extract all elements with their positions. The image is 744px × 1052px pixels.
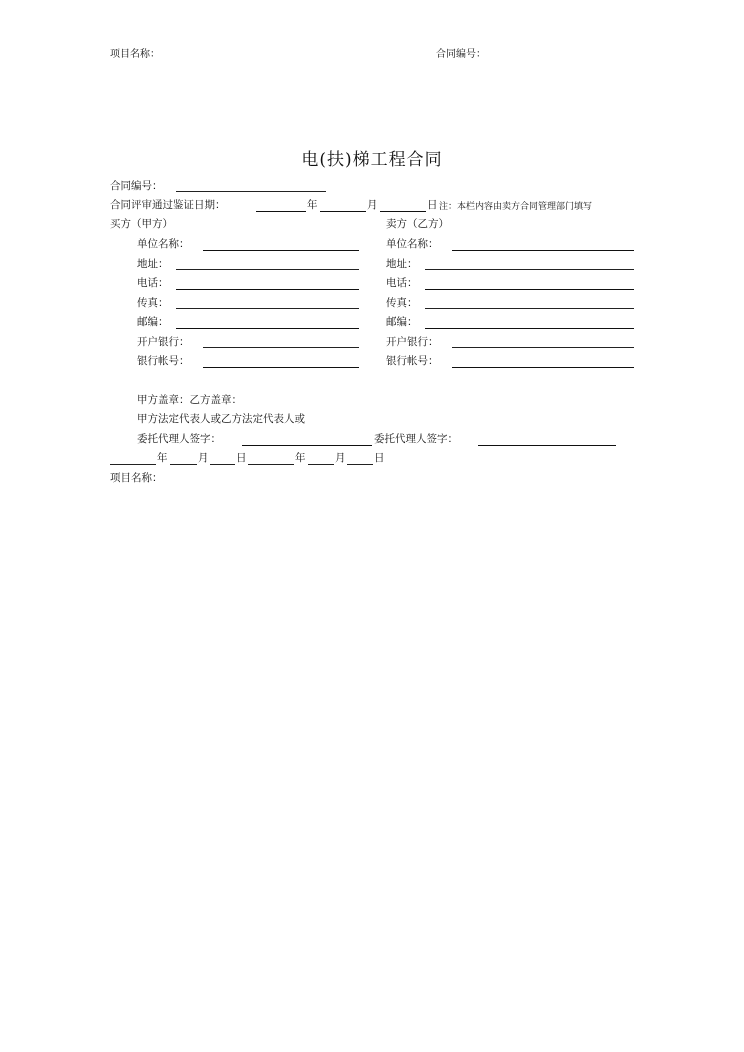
sign-day-unit-buyer: 日 [236,452,247,464]
seller-bank-field[interactable] [452,347,634,348]
seller-account-label: 银行帐号： [386,355,439,367]
review-year-unit: 年 [307,199,318,211]
sign-day-unit-seller: 日 [374,452,385,464]
buyer-fax-field[interactable] [176,308,359,309]
seller-address-field[interactable] [425,269,634,270]
sign-month-unit-seller: 月 [335,452,346,464]
seller-zip-field[interactable] [425,328,634,329]
buyer-phone-field[interactable] [176,289,359,290]
buyer-account-field[interactable] [203,367,359,368]
document-title: 电(扶)梯工程合同 [301,150,443,170]
review-day-field[interactable] [380,211,426,212]
agent-signature-label-buyer: 委托代理人签字： [137,433,221,445]
representatives-line: 甲方法定代表人或乙方法定代表人或 [137,413,305,425]
buyer-heading: 买方（甲方） [110,218,173,230]
buyer-zip-field[interactable] [176,328,359,329]
review-year-field[interactable] [256,211,306,212]
buyer-zip-label: 邮编： [137,316,169,328]
seller-fax-label: 传真： [386,297,418,309]
seller-company-field[interactable] [452,250,634,251]
buyer-company-label: 单位名称： [137,238,190,250]
buyer-address-field[interactable] [176,269,359,270]
sign-year-unit-buyer: 年 [157,452,168,464]
buyer-phone-label: 电话： [137,277,169,289]
sign-day-field-buyer[interactable] [210,464,235,465]
contract-no-field[interactable] [176,191,326,192]
review-date-label: 合同评审通过鉴证日期： [110,199,226,211]
footer-project-name-label: 项目名称： [110,472,163,484]
sign-month-field-seller[interactable] [308,464,334,465]
seller-phone-label: 电话： [386,277,418,289]
sign-year-field-seller[interactable] [248,464,294,465]
seller-address-label: 地址： [386,258,418,270]
seller-company-label: 单位名称： [386,238,439,250]
seller-heading: 卖方（乙方） [386,218,449,230]
seller-account-field[interactable] [452,367,634,368]
agent-signature-field-buyer[interactable] [242,445,372,446]
seals-line: 甲方盖章：乙方盖章： [137,394,242,406]
review-month-field[interactable] [320,211,366,212]
buyer-fax-label: 传真： [137,297,169,309]
seller-fax-field[interactable] [425,308,634,309]
review-month-unit: 月 [367,199,378,211]
buyer-bank-label: 开户银行： [137,336,190,348]
agent-signature-field-seller[interactable] [478,445,616,446]
review-note: 注：本栏内容由卖方合同管理部门填写 [439,202,593,212]
buyer-account-label: 银行帐号： [137,355,190,367]
review-day-unit: 日 [427,199,438,211]
seller-phone-field[interactable] [425,289,634,290]
header-contract-no-label: 合同编号： [436,49,486,60]
agent-signature-label-seller: 委托代理人签字： [374,433,458,445]
sign-day-field-seller[interactable] [347,464,373,465]
seller-zip-label: 邮编： [386,316,418,328]
header-project-name-label: 项目名称： [110,49,160,60]
seller-bank-label: 开户银行： [386,336,439,348]
sign-year-field-buyer[interactable] [110,464,156,465]
buyer-company-field[interactable] [203,250,359,251]
buyer-bank-field[interactable] [203,347,359,348]
sign-month-unit-buyer: 月 [198,452,209,464]
contract-no-label: 合同编号： [110,180,163,192]
sign-year-unit-seller: 年 [295,452,306,464]
sign-month-field-buyer[interactable] [170,464,197,465]
buyer-address-label: 地址： [137,258,169,270]
